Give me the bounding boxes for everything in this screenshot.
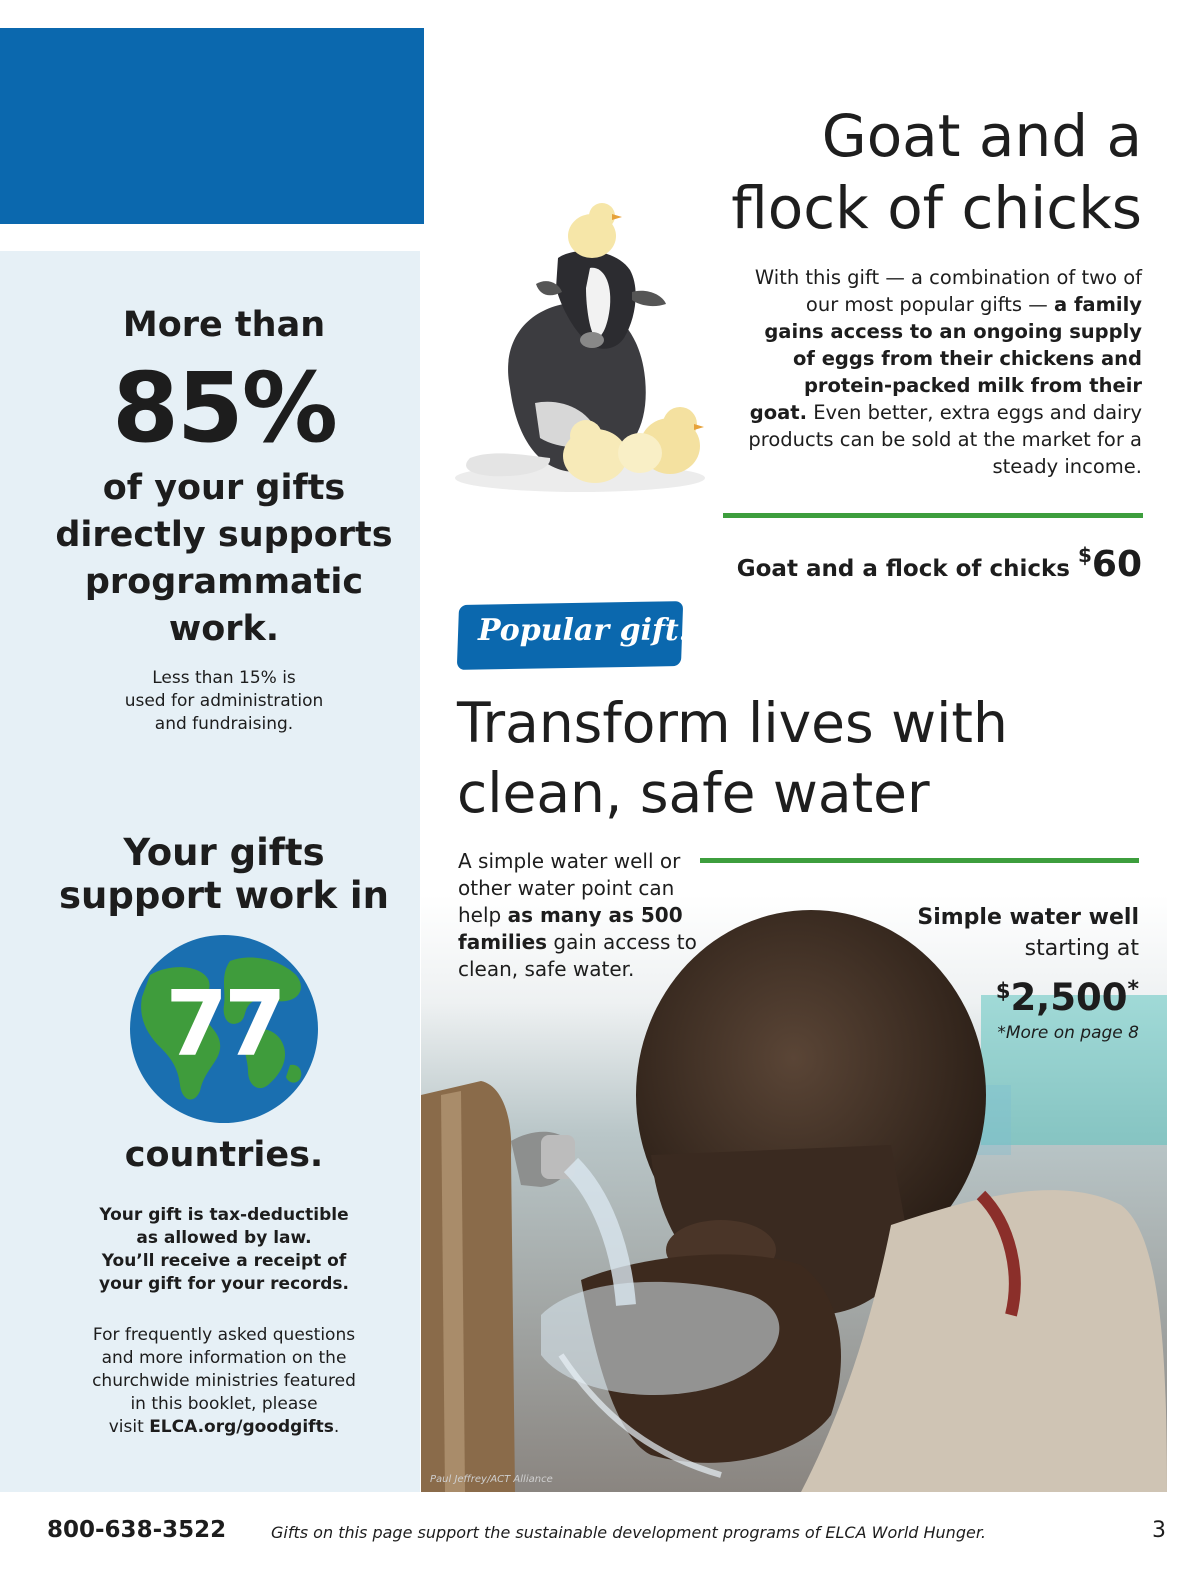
popular-badge-label: Popular gift!: [478, 613, 692, 648]
goat-title: Goat and a flock of chicks: [731, 102, 1142, 242]
stat-intro: More than: [122, 305, 326, 345]
stat-description: of your gifts directly supports programmatic work.: [55, 468, 393, 649]
divider: [700, 858, 1139, 863]
goat-description: With this gift — a combination of two of our most popular gifts — a family gains access to an ongoing supply of eggs from their chickens and protein-packed milk from their goat. Even better, extra eggs and dairy products can be sold at the market for a steady income.: [748, 266, 1142, 478]
countries-label: countries.: [124, 1135, 324, 1175]
water-title: Transform lives with clean, safe water: [457, 691, 1008, 825]
water-well-prefix: starting at: [1024, 936, 1139, 961]
divider: [723, 513, 1143, 518]
countries-count: 77: [165, 972, 283, 1077]
phone-number[interactable]: 800-638-3522: [47, 1517, 227, 1543]
countries-heading: Your gifts support work in: [59, 831, 389, 917]
tax-deductible-note: Your gift is tax-deductible as allowed by law. You’ll receive a receipt of your gift for your records.: [99, 1205, 349, 1294]
goat-price-label: Goat and a flock of chicks: [736, 556, 1070, 582]
admin-note: Less than 15% is used for administration and fundraising.: [124, 668, 324, 734]
goat-price-amount: 60: [1091, 544, 1142, 585]
water-well-price: $2,500*: [995, 976, 1139, 1019]
page-number: 3: [1152, 1518, 1166, 1543]
goat-price: Goat and a flock of chicks$60: [736, 543, 1142, 585]
footer-note: Gifts on this page support the sustainable development programs of ELCA World Hunger.: [271, 1523, 987, 1542]
stat-value: 85%: [112, 352, 336, 464]
faq-note: For frequently asked questions and more information on the churchwide ministries featured in this booklet, please visit ELCA.org/goodgifts.: [92, 1325, 356, 1437]
globe-icon: [130, 935, 318, 1123]
header-color-block: [0, 28, 424, 224]
water-well-footnote: *More on page 8: [997, 1023, 1139, 1043]
goodgifts-link[interactable]: ELCA.org/goodgifts: [149, 1417, 334, 1437]
water-well-price-box: [917, 902, 1139, 1046]
water-well-label: Simple water well: [917, 905, 1139, 930]
photo-credit: Paul Jeffrey/ACT Alliance: [430, 1474, 553, 1485]
goat-and-chicks-photo: [440, 188, 715, 513]
water-description: A simple water well or other water point can help as many as 500 families gain access to clean, safe water.: [458, 849, 697, 981]
